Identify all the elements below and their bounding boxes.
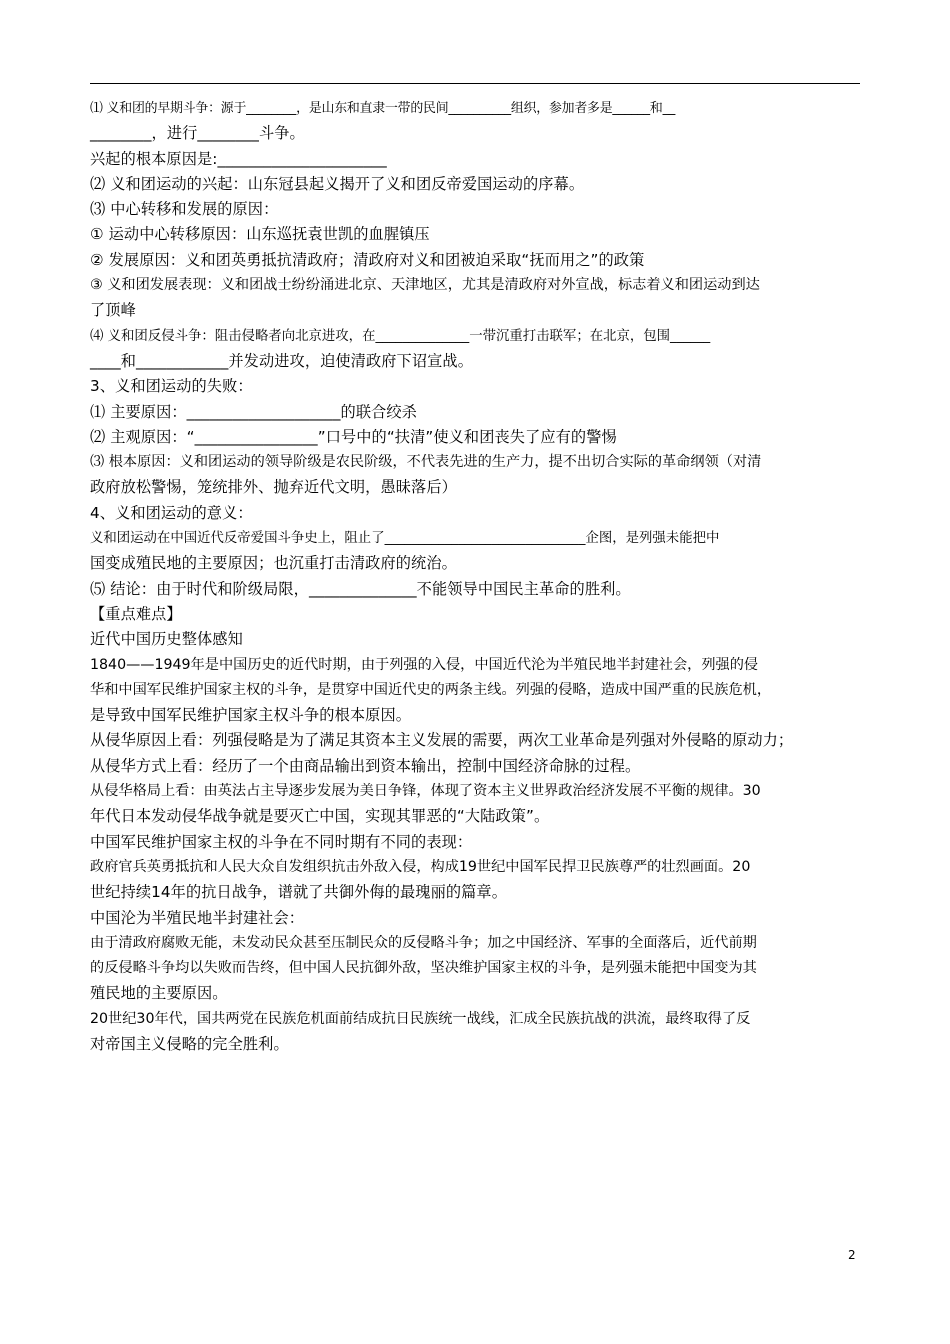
document-body — [90, 96, 860, 1057]
text-line: 是导致中国军民维护国家主权斗争的根本原因。 — [90, 706, 412, 725]
text-line: 政府官兵英勇抵抗和人民大众自发组织抗击外敌入侵，构成19世纪中国军民捍卫民族尊严的壮烈画面。20 — [90, 858, 751, 875]
text-line: ____和____________并发动进攻，迫使清政府下诏宣战。 — [90, 351, 473, 370]
text-line: 兴起的根本原因是:______________________ — [90, 149, 387, 168]
text-line: ⑶ 根本原因：义和团运动的领导阶级是农民阶级，不代表先进的生产力，提不出切合实际的革命纲领（对清 — [90, 454, 762, 471]
text-line: ________，进行________斗争。 — [90, 124, 305, 143]
page-number: 2 — [848, 1248, 856, 1262]
section-heading: 3、义和团运动的失败： — [90, 377, 253, 396]
text-line: ① 运动中心转移原因：山东巡抚袁世凯的血腥镇压 — [90, 225, 430, 244]
text-line: ⑸ 结论：由于时代和阶级局限，______________不能领导中国民主革命的胜利。 — [90, 579, 631, 598]
text-line: ⑵ 主观原因：“________________”口号中的“扶清”使义和团丧失了应有的警惕 — [90, 427, 617, 446]
text-line: 华和中国军民维护国家主权的斗争，是贯穿中国近代史的两条主线。列强的侵略，造成中国严重的民族危机， — [90, 681, 772, 698]
text-line: 的反侵略斗争均以失败而告终，但中国人民抗御外敌，坚决维护国家主权的斗争，是列强未能把中国变为其 — [90, 960, 757, 977]
text-line: 从侵华方式上看：经历了一个由商品输出到资本输出，控制中国经济命脉的过程。 — [90, 756, 641, 775]
text-line: 殖民地的主要原因。 — [90, 984, 228, 1003]
text-line: 20世纪30年代，国共两党在民族危机面前结成抗日民族统一战线，汇成全民族抗战的洪流，最终取得了反 — [90, 1010, 751, 1027]
text-line: ③ 义和团发展表现：义和团战士纷纷涌进北京、天津地区，尤其是清政府对外宣战，标志着义和团运动到达 — [90, 277, 760, 294]
text-line: 世纪持续14年的抗日战争，谱就了共御外侮的最瑰丽的篇章。 — [90, 883, 508, 902]
text-line: 了顶峰 — [90, 301, 136, 320]
text-line: 1840——1949年是中国历史的近代时期，由于列强的入侵，中国近代沦为半殖民地半封建社会，列强的侵 — [90, 656, 759, 673]
text-line: ⑷ 义和团反侵斗争：阻击侵略者向北京进攻，在______________一带沉重打击联军；在北京，包围______ — [90, 328, 711, 344]
text-line: ⑵ 义和团运动的兴起：山东冠县起义揭开了义和团反帝爱国运动的序幕。 — [90, 174, 585, 193]
text-line: 从侵华原因上看：列强侵略是为了满足其资本主义发展的需要，两次工业革命是列强对外侵略的原动力； — [90, 731, 794, 750]
text-line: ② 发展原因：义和团英勇抵抗清政府；清政府对义和团被迫采取“抚而用之”的政策 — [90, 250, 645, 269]
section-heading: 【重点难点】 — [90, 604, 182, 623]
text-line: 义和团运动在中国近代反帝爱国斗争史上，阻止了______________________________企图，是列强未能把中 — [90, 531, 720, 547]
text-line: 中国军民维护国家主权的斗争在不同时期有不同的表现： — [90, 832, 473, 851]
text-line: 年代日本发动侵华战争就是要灭亡中国，实现其罪恶的“大陆政策”。 — [90, 807, 550, 826]
text-line: 中国沦为半殖民地半封建社会： — [90, 908, 305, 927]
text-line: 政府放松警惕，笼统排外、抛弃近代文明，愚昧落后） — [90, 478, 457, 497]
text-line: 近代中国历史整体感知 — [90, 630, 243, 649]
text-line: ⑴ 主要原因：____________________的联合绞杀 — [90, 402, 417, 421]
section-heading: 4、义和团运动的意义： — [90, 503, 253, 522]
text-line: 由于清政府腐败无能，未发动民众甚至压制民众的反侵略斗争；加之中国经济、军事的全面落后，近代前期 — [90, 934, 757, 951]
text-line: 国变成殖民地的主要原因；也沉重打击清政府的统治。 — [90, 554, 457, 573]
text-line: 对帝国主义侵略的完全胜利。 — [90, 1034, 289, 1053]
text-line: ⑴ 义和团的早期斗争：源于________，是山东和直隶一带的民间__________组织，参加者多是______和__ — [90, 101, 676, 116]
header-rule — [90, 83, 860, 84]
text-line: ⑶ 中心转移和发展的原因： — [90, 200, 279, 219]
text-line: 从侵华格局上看：由英法占主导逐步发展为美日争锋，体现了资本主义世界政治经济发展不平衡的规律。30 — [90, 783, 761, 800]
